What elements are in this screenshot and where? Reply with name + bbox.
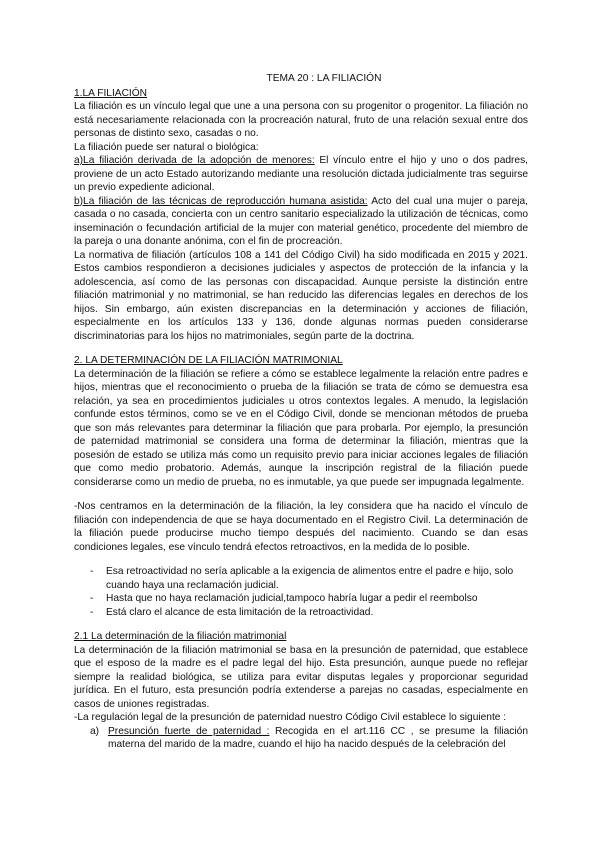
paragraph: La determinación de la filiación matrimonial se basa en la presunción de paternidad, que establece que el esposo de la madre es el padre legal del hijo. Esta presunción, aunque puede no reflejar siempre la realidad biológica, se utiliza para evitar disputas legales y proporcionar seguridad jurídica. En el futuro, esta presunción podría extenderse a parejas no casadas, especialmente en casos de uniones registradas.	[74, 644, 528, 710]
spacer	[74, 619, 528, 630]
term-label: a)La filiación derivada de la adopción de menores:	[74, 155, 315, 166]
paragraph: La filiación puede ser natural o biológica:	[74, 141, 259, 153]
paragraph: -La regulación legal de la presunción de paternidad nuestro Código Civil establece lo siguiente :	[74, 712, 507, 723]
bullet-list	[74, 565, 528, 619]
paragraph: La determinación de la filiación se refiere a cómo se establece legalmente la relación entre padres e hijos, mientras que el reconocimiento o prueba de la filiación se trata de cómo se demuestra esa relación, ya sea en procedimientos judiciales u otros contextos legales. A menudo, la legislación confunde estos términos, como se ve en el Código Civil, donde se mencionan métodos de prueba que son más relevantes para determinar la filiación que para probarla. Por ejemplo, la presunción de paternidad matrimonial se considera una forma de determinar la filiación, mientras que la posesión de estado se utiliza más como un requisito previo para iniciar acciones legales de filiación que como medio probatorio. Además, aunque la inscripción registral de la filiación puede considerarse como un medio de prueba, no es inmutable, ya que puede ser impugnada legalmente.	[74, 368, 528, 488]
term-text: Recogida en el art.116 CC , se presume la filiación materna del marido de la madre, cuando el hijo ha nacido después de la celebración del	[108, 725, 528, 750]
spacer	[74, 554, 528, 565]
term-label: b)La filiación de las técnicas de reproducción humana asistida:	[74, 195, 368, 207]
paragraph: La filiación es un vínculo legal que une a una persona con su progenitor o progenitor. La filiación no está necesariamente relacionada con la procreación natural, fruto de una relación sexual entre dos personas de distinto sexo, casadas o no.	[74, 101, 528, 139]
list-item: - Hasta que no haya reclamación judicial,tampoco habría lugar a pedir el reembolso	[74, 592, 528, 606]
list-item: - Esa retroactividad no sería aplicable a la exigencia de alimentos entre el padre e hijo, solo cuando haya una reclamación judicial.	[74, 565, 528, 592]
list-marker: a)	[90, 725, 100, 737]
paragraph-reproduccion	[74, 195, 528, 249]
document-body	[74, 72, 528, 752]
list-item: - Está claro el alcance de esta limitación de la retroactividad.	[74, 606, 528, 620]
lettered-list	[74, 725, 528, 752]
paragraph-adopcion	[74, 154, 528, 195]
spacer	[74, 489, 528, 500]
term-label: Presunción fuerte de paternidad :	[108, 725, 270, 737]
paragraph: La normativa de filiación (artículos 108 a 141 del Código Civil) ha sido modificada en 2015 y 2021. Estos cambios respondieron a decisiones judiciales y aspectos de protección de la infancia y la adolescencia, así como de las personas con discapacidad. Aunque persiste la distinción entre filiación matrimonial y no matrimonial, se han reducido las diferencias legales en derechos de los hijos. Sin embargo, aún existen discrepancias en la determinación y acciones de filiación, especialmente en los artículos 133 y 136, donde algunas normas pueden considerarse discriminatorias para los hijos no matrimoniales, según parte de la doctrina.	[74, 249, 528, 342]
section-heading-determinacion-matrimonial: 2.1 La determinación de la filiación matrimonial	[74, 631, 287, 642]
term-text: Acto del cual una mujer o pareja, casada o no casada, concierta con un centro sanitario especializado la utilización de técnicas, como inseminación o fecundación artificial de la mujer con material genético, procedente del miembro de la pareja o una donante anónima, con el fin de procreación.	[74, 195, 528, 247]
page-title: TEMA 20 : LA FILIACIÓN	[266, 73, 382, 84]
section-heading-determinacion: 2. LA DETERMINACIÓN DE LA FILIACIÓN MATRIMONIAL	[74, 355, 343, 366]
section-heading-filiacion: 1.LA FILIACIÓN	[74, 87, 148, 99]
paragraph: -Nos centramos en la determinación de la filiación, la ley considera que ha nacido el vínculo de filiación con independencia de que se haya documentado en el Registro Civil. La determinación de la filiación puede producirse mucho tiempo después del nacimiento. Cuando se dan esas condiciones legales, ese vínculo tendrá efectos retroactivos, en la medida de lo posible.	[74, 501, 528, 553]
list-item	[74, 725, 528, 752]
spacer	[74, 343, 528, 354]
term-text: El vínculo entre el hijo y uno o dos padres, proviene de un acto Estado autorizando mediante una resolución dictada judicialmente tras seguirse un previo expediente adicional.	[74, 155, 529, 193]
